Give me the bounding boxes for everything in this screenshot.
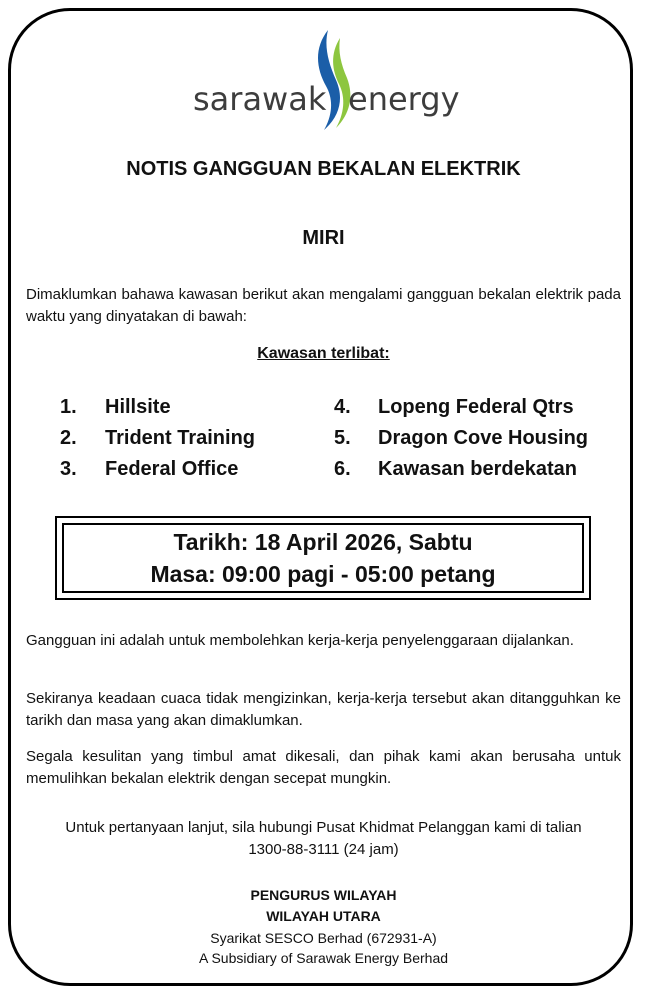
area-name: Dragon Cove Housing [378, 427, 589, 449]
signature-subsidiary: A Subsidiary of Sarawak Energy Berhad [198, 950, 449, 966]
logo-text-energy: energy [348, 80, 460, 118]
schedule-box-inner [62, 523, 584, 593]
list-item [334, 454, 588, 485]
area-name: Federal Office [105, 458, 239, 480]
weather-paragraph: Sekiranya keadaan cuaca tidak mengizinkan, kerja-kerja tersebut akan ditangguhkan ke tarikh dan masa yang akan dimaklumkan. [26, 690, 621, 729]
logo-text-sarawak: sarawak [193, 80, 327, 118]
areas-heading: Kawasan terlibat: [257, 345, 390, 362]
list-item [334, 423, 588, 454]
notice-title: NOTIS GANGGUAN BEKALAN ELEKTRIK [126, 158, 521, 180]
area-name: Kawasan berdekatan [378, 458, 577, 480]
list-item [60, 392, 255, 423]
area-number: 4. [334, 396, 351, 418]
signature-company: Syarikat SESCO Berhad (672931-A) [210, 930, 437, 946]
area-name: Lopeng Federal Qtrs [378, 396, 574, 418]
signature-region: WILAYAH UTARA [266, 908, 381, 924]
list-item [334, 392, 588, 423]
list-item [60, 423, 255, 454]
areas-column-left [60, 392, 255, 485]
area-number: 2. [60, 427, 77, 449]
flame-icon [306, 28, 354, 132]
outage-time: Masa: 09:00 pagi - 05:00 petang [150, 561, 496, 587]
contact-text: Untuk pertanyaan lanjut, sila hubungi Pusat Khidmat Pelanggan kami di talian [65, 819, 582, 836]
signature-title: PENGURUS WILAYAH [250, 887, 397, 903]
outage-date: Tarikh: 18 April 2026, Sabtu [173, 529, 473, 555]
list-item [60, 454, 255, 485]
areas-column-right [334, 392, 588, 485]
area-name: Trident Training [105, 427, 256, 449]
apology-paragraph: Segala kesulitan yang timbul amat dikesali, dan pihak kami akan berusaha untuk memulihkan bekalan elektrik dengan secepat mungkin. [26, 748, 621, 787]
contact-info [20, 817, 627, 861]
area-name: Hillsite [105, 396, 171, 418]
purpose-paragraph: Gangguan ini adalah untuk membolehkan kerja-kerja penyelenggaraan dijalankan. [26, 632, 574, 649]
contact-phone: 1300-88-3111 (24 jam) [248, 841, 399, 858]
notice-city: MIRI [302, 227, 345, 249]
intro-paragraph: Dimaklumkan bahawa kawasan berikut akan mengalami gangguan bekalan elektrik pada waktu yang dinyatakan di bawah: [26, 286, 621, 325]
area-number: 1. [60, 396, 77, 418]
schedule-box [55, 516, 591, 600]
area-number: 6. [334, 458, 351, 480]
area-number: 5. [334, 427, 351, 449]
area-number: 3. [60, 458, 77, 480]
